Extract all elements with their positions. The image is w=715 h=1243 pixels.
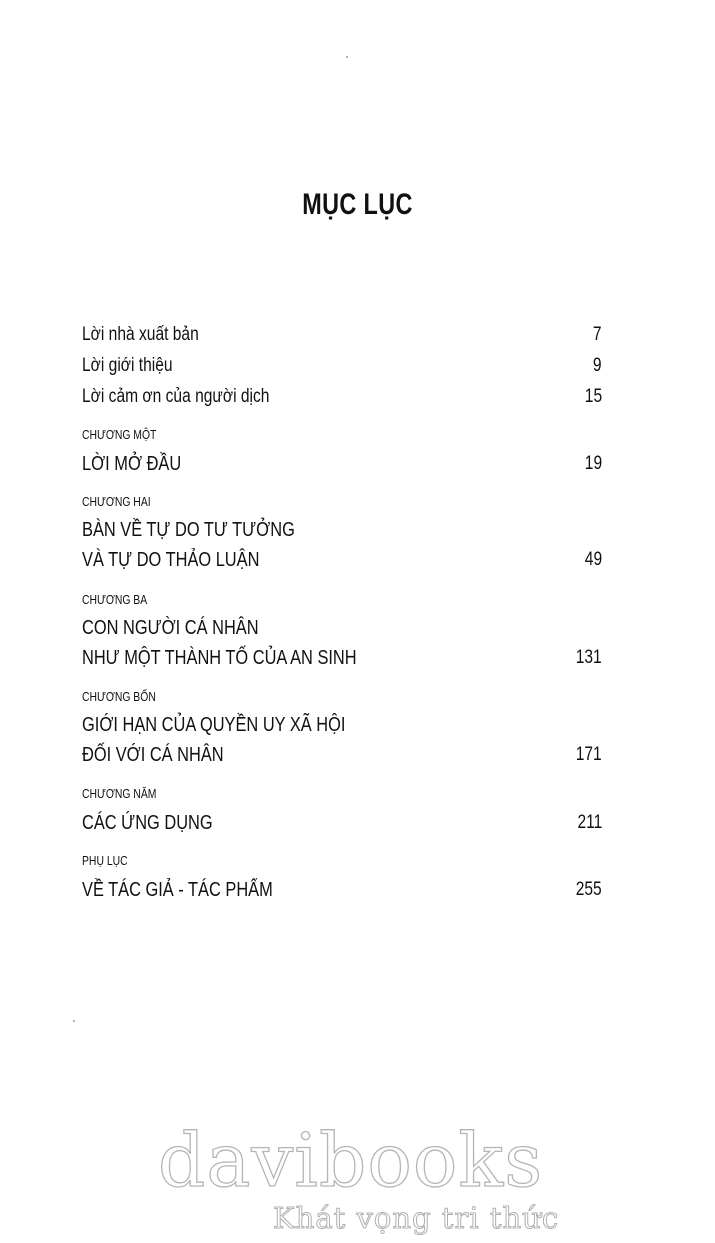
chapter-title: CON NGƯỜI CÁ NHÂN [82,617,259,639]
watermark [0,1118,715,1238]
toc-entry-page: 7 [593,324,602,345]
chapter-title: LỜI MỞ ĐẦU [82,453,182,475]
toc-entry-chapter-3 [82,645,602,671]
chapter-title: VỀ TÁC GIẢ - TÁC PHẨM [82,879,273,901]
chapter-label: CHƯƠNG HAI [82,494,151,509]
watermark-logo: davibooks [158,1118,544,1204]
scan-speck [346,56,348,58]
toc-entry-translator-thanks [82,384,602,410]
toc-entry-publisher-note [82,322,602,348]
scan-speck [73,1020,75,1022]
watermark-tagline: Khát vọng tri thức [273,1201,560,1235]
toc-entry-title: Lời nhà xuất bản [82,324,199,345]
toc-entry-page: 49 [584,549,602,570]
chapter-title: CÁC ỨNG DỤNG [82,812,213,834]
chapter-label: PHỤ LỤC [82,853,128,868]
chapter-title: ĐỐI VỚI CÁ NHÂN [82,744,224,766]
chapter-label: CHƯƠNG BA [82,592,148,607]
toc-entry-chapter-2 [82,547,602,573]
chapter-title-line [82,712,602,738]
toc-entry-chapter-4 [82,742,602,768]
toc-entry-page: 255 [576,879,602,900]
toc-entry-introduction [82,353,602,379]
chapter-title-line [82,615,602,641]
chapter-title: BÀN VỀ TỰ DO TƯ TƯỞNG [82,519,295,541]
toc-entry-page: 171 [576,744,602,765]
toc-entry-title: Lời cảm ơn của người dịch [82,386,270,407]
page-title: MỤC LỤC [302,188,413,221]
toc-entry-page: 9 [593,355,602,376]
toc-entry-chapter-1 [82,451,602,477]
toc-entry-page: 15 [584,386,602,407]
toc-entry-title: Lời giới thiệu [82,355,173,376]
toc-entry-appendix [82,877,602,903]
chapter-label: CHƯƠNG BỐN [82,689,156,704]
chapter-label: CHƯƠNG MỘT [82,427,157,442]
chapter-title: NHƯ MỘT THÀNH TỐ CỦA AN SINH [82,647,357,669]
chapter-title: VÀ TỰ DO THẢO LUẬN [82,549,260,571]
chapter-title: GIỚI HẠN CỦA QUYỀN UY XÃ HỘI [82,714,346,736]
chapter-label: CHƯƠNG NĂM [82,786,157,801]
chapter-title-line [82,517,602,543]
toc-entry-page: 211 [577,812,602,833]
toc-entry-page: 131 [576,647,602,668]
toc-entry-page: 19 [584,453,602,474]
toc-entry-chapter-5 [82,810,602,836]
